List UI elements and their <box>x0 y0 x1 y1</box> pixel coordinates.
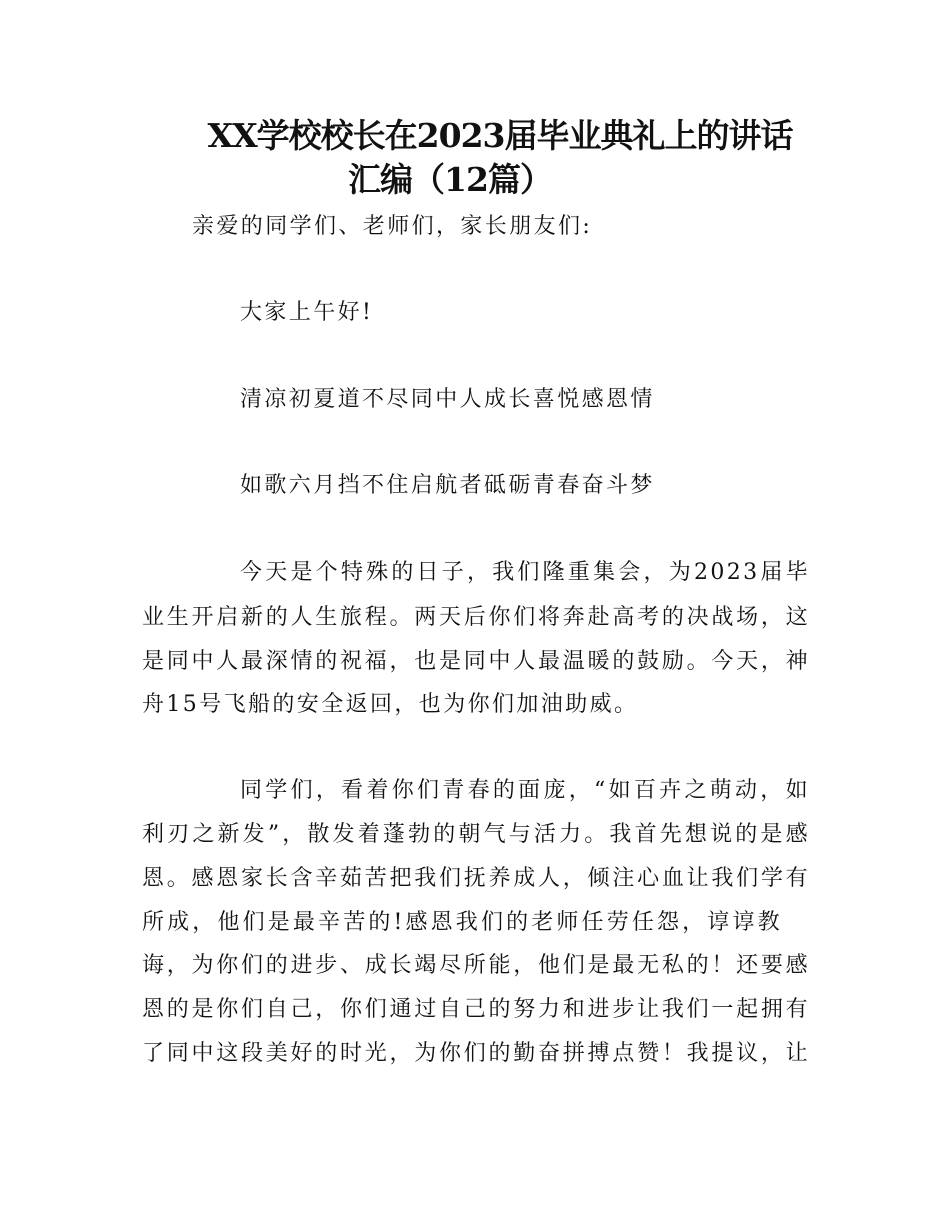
document-title-line-1: XX学校校长在2023届毕业典礼上的讲话 <box>207 116 793 155</box>
verse-line-1: 清凉初夏道不尽同中人成长喜悦感恩情 <box>240 387 655 412</box>
paragraph-2-line: 所成，他们是最辛苦的!感恩我们的老师任劳任怨，谆谆教 <box>142 910 782 935</box>
salutation: 亲爱的同学们、老师们，家长朋友们: <box>192 214 593 239</box>
paragraph-2-line: 利刃之新发”，散发着蓬勃的朝气与活力。我首先想说的是感 <box>142 822 810 847</box>
document-title-line-2: 汇编（12篇） <box>348 160 552 199</box>
paragraph-1-line: 舟15号飞船的安全返回，也为你们加油助威。 <box>142 692 639 717</box>
paragraph-1-line: 是同中人最深情的祝福，也是同中人最温暖的鼓励。今天，神 <box>142 649 810 674</box>
paragraph-1-line: 业生开启新的人生旅程。两天后你们将奔赴高考的决战场，这 <box>142 605 810 630</box>
paragraph-2-line: 恩。感恩家长含辛茹苦把我们抚养成人，倾注心血让我们学有 <box>142 866 810 891</box>
greeting: 大家上午好! <box>240 300 374 325</box>
paragraph-2-line: 恩的是你们自己，你们通过自己的努力和进步让我们一起拥有 <box>142 997 810 1022</box>
paragraph-2-line: 诲，为你们的进步、成长竭尽所能，他们是最无私的！还要感 <box>142 953 810 978</box>
paragraph-1-line: 今天是个特殊的日子，我们隆重集会，为2023届毕 <box>240 560 810 585</box>
paragraph-2-line: 同学们，看着你们青春的面庞，“如百卉之萌动，如 <box>240 778 810 803</box>
verse-line-2: 如歌六月挡不住启航者砥砺青春奋斗梦 <box>240 473 655 498</box>
paragraph-2-line: 了同中这段美好的时光，为你们的勤奋拼搏点赞！我提议，让 <box>142 1041 810 1066</box>
